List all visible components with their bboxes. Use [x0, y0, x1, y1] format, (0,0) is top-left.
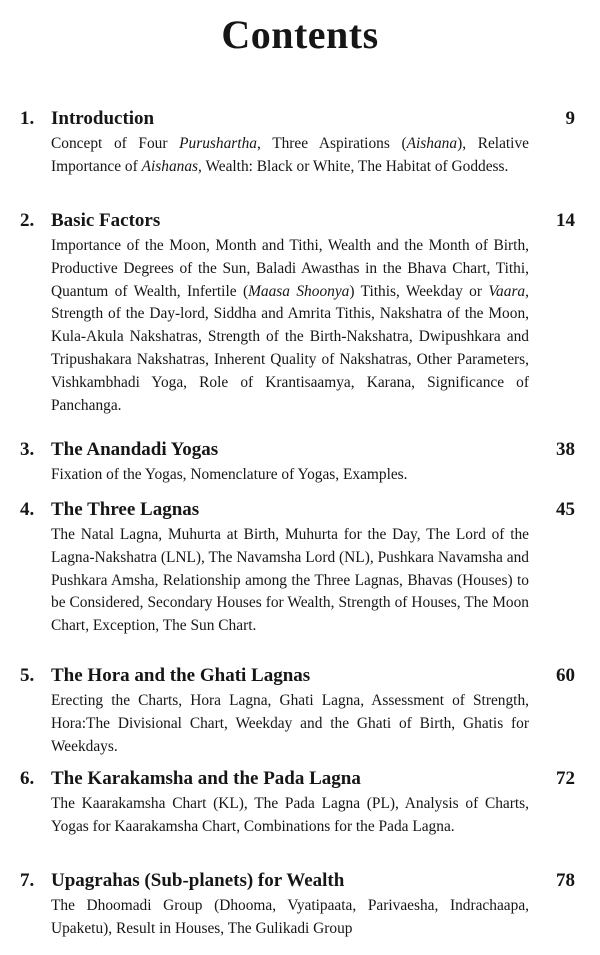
- italic-term: Maasa Shoonya: [248, 282, 350, 300]
- italic-term: Vaara: [488, 282, 526, 300]
- entry-description: [51, 895, 529, 941]
- entry-title[interactable]: Basic Factors: [51, 210, 161, 231]
- entry-title[interactable]: Upagrahas (Sub-planets) for Wealth: [51, 870, 345, 891]
- toc-entry-5[interactable]: [0, 663, 600, 758]
- toc-entry-4[interactable]: [0, 497, 600, 638]
- description-text: The Kaarakamsha Chart (KL), The Pada Lagna (PL), Analysis of Charts, Yogas for Kaarakamsha Chart, Combinations for the Pada Lagna.: [51, 795, 529, 835]
- description-text: ), Relative Importance of: [51, 135, 529, 175]
- entry-title[interactable]: The Karakamsha and the Pada Lagna: [51, 768, 361, 789]
- entry-page-number: 14: [556, 210, 575, 231]
- entry-title[interactable]: The Hora and the Ghati Lagnas: [51, 665, 311, 686]
- page-title: Contents: [221, 12, 379, 57]
- italic-term: Aishanas: [141, 157, 199, 175]
- toc-entry-1[interactable]: [0, 106, 600, 179]
- entry-page-number: 45: [556, 499, 575, 520]
- entry-description: [51, 235, 529, 417]
- entry-description: [51, 464, 529, 487]
- entry-number: 6.: [20, 768, 35, 789]
- entry-page-number: 72: [556, 768, 575, 789]
- entry-number: 3.: [20, 439, 35, 460]
- entry-title[interactable]: The Three Lagnas: [51, 499, 200, 520]
- entry-number: 5.: [20, 665, 35, 686]
- entry-description: [51, 524, 529, 638]
- description-text: Importance of the Moon, Month and Tithi, Wealth and the Month of Birth, Productive Degrees of the Sun, Baladi Awasthas in the Bhava Chart, Tithi, Quantum of Wealth, Infertile (: [51, 237, 529, 300]
- entry-description: [51, 793, 529, 839]
- entry-number: 2.: [20, 210, 35, 231]
- description-text: Erecting the Charts, Hora Lagna, Ghati Lagna, Assessment of Strength, Hora:The Divisional Chart, Weekday and the Ghati of Birth, Ghatis for Weekdays.: [51, 692, 529, 755]
- description-text: The Dhoomadi Group (Dhooma, Vyatipaata, Parivaesha, Indrachaapa, Upaketu), Result in Houses, The Gulikadi Group: [51, 897, 529, 937]
- description-text: The Natal Lagna, Muhurta at Birth, Muhurta for the Day, The Lord of the Lagna-Nakshatra (LNL), The Navamsha Lord (NL), Pushkara Navamsha and Pushkara Amsha, Relationship among the Three Lagnas, Bhavas (Houses) to be Considered, Secondary Houses for Wealth, Strength of Houses, The Moon Chart, Exception, The Sun Chart.: [51, 526, 529, 635]
- description-text: Fixation of the Yogas, Nomenclature of Yogas, Examples.: [51, 466, 408, 483]
- entry-page-number: 60: [556, 665, 575, 686]
- entry-title[interactable]: Introduction: [51, 108, 155, 129]
- entry-page-number: 9: [565, 108, 575, 129]
- entry-page-number: 38: [556, 439, 575, 460]
- entry-page-number: 78: [556, 870, 575, 891]
- italic-term: Aishana: [406, 135, 458, 152]
- entry-description: [51, 133, 529, 179]
- entry-number: 4.: [20, 499, 35, 520]
- italic-term: Purushartha: [179, 135, 257, 152]
- entry-number: 7.: [20, 870, 35, 891]
- toc-entry-6[interactable]: [0, 766, 600, 839]
- toc-entry-2[interactable]: [0, 208, 600, 417]
- entry-title[interactable]: The Anandadi Yogas: [51, 439, 219, 460]
- entry-number: 1.: [20, 108, 35, 129]
- description-text: , Wealth: Black or White, The Habitat of Goddess.: [198, 157, 509, 175]
- entry-description: [51, 690, 529, 758]
- description-text: , Strength of the Day-lord, Siddha and Amrita Tithis, Nakshatra of the Moon, Kula-Akula Nakshatras, Strength of the Birth-Nakshatra, Dwipushkara and Tripushakara Nakshatras, Inherent Quality of Nakshatras, Other Parameters, Vishkambhadi Yoga, Role of Krantisaamya, Karana, Significance of Panchanga.: [51, 282, 529, 414]
- description-text: ) Tithis, Weekday or: [349, 282, 489, 300]
- description-text: , Three Aspirations (: [256, 135, 407, 152]
- description-text: Concept of Four: [51, 135, 180, 152]
- toc-entry-7[interactable]: [0, 868, 600, 941]
- toc-entry-3[interactable]: [0, 437, 600, 487]
